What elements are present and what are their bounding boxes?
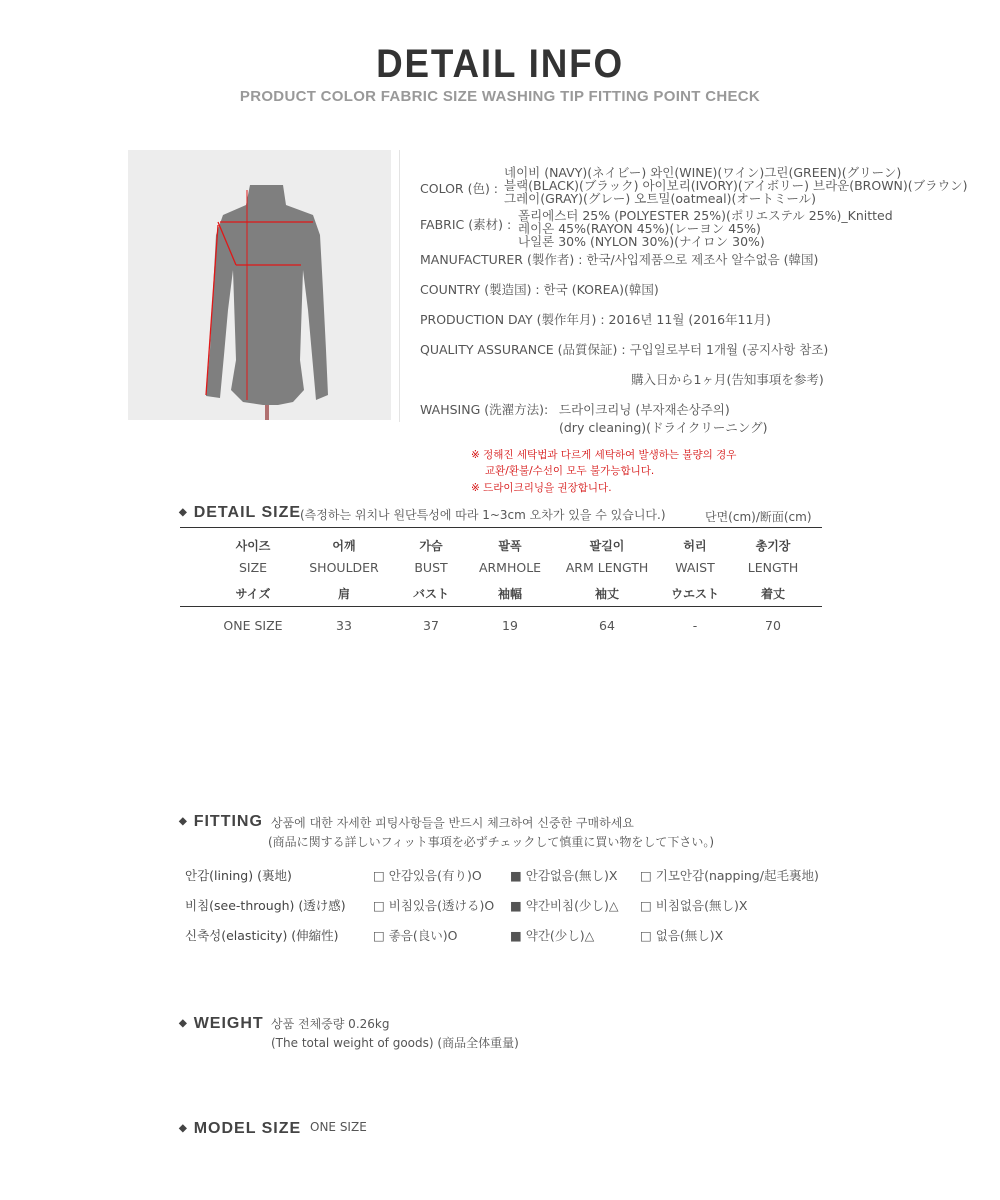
col-ko: 팔길이 <box>589 539 625 553</box>
washing-label: WAHSING (洗濯方法): <box>420 402 549 417</box>
diamond-bullet-icon: ◆ <box>179 507 188 518</box>
fitting-option: □ 비침있음(透ける)O <box>373 898 495 913</box>
col-value: ONE SIZE <box>223 618 283 633</box>
col-jp: バスト <box>412 587 449 601</box>
garment-illustration <box>128 150 391 420</box>
col-jp: 肩 <box>337 587 350 601</box>
page-subtitle: PRODUCT COLOR FABRIC SIZE WASHING TIP FITTING POINT CHECK <box>239 88 761 105</box>
weight-desc: (The total weight of goods) (商品全体重量) <box>271 1036 519 1050</box>
col-jp: サイズ <box>235 587 271 601</box>
fabric-line-1: 폴리에스터 25% (POLYESTER 25%)(ポリエステル 25%)_Knitted <box>518 208 893 223</box>
fitting-option: □ 기모안감(napping/起毛裏地) <box>640 868 819 883</box>
col-value: 33 <box>336 618 352 633</box>
fitting-option: □ 좋음(良い)O <box>373 928 458 943</box>
color-line-1: 네이비 (NAVY)(ネイビー) 와인(WINE)(ワイン)그린(GREEN)(グリーン) <box>504 165 902 180</box>
vertical-divider <box>399 150 400 422</box>
detail-size-heading: ◆ DETAIL SIZE <box>179 504 302 521</box>
washing-notice-3: ※ 드라이크리닝을 권장합니다. <box>471 482 612 494</box>
col-en: BUST <box>414 560 448 575</box>
fitting-row-label: 안감(lining) (裏地) <box>185 868 292 883</box>
unit-label: 단면(cm)/断面(cm) <box>705 510 812 524</box>
fabric-line-2: 레이온 45%(RAYON 45%)(レーヨン 45%) <box>518 221 761 236</box>
washing-notice-1: ※ 정해진 세탁법과 다르게 세탁하여 발생하는 불량의 경우 <box>471 449 737 461</box>
fitting-option: □ 비침없음(無し)X <box>640 898 748 913</box>
col-en: SIZE <box>238 560 268 575</box>
fitting-option: □ 안감있음(有り)O <box>373 868 482 883</box>
color-line-2: 블랙(BLACK)(ブラック) 아이보리(IVORY)(アイボリー) 브라운(BROWN)(ブラウン) <box>504 178 968 193</box>
table-top-rule <box>180 527 822 528</box>
col-jp: 袖丈 <box>594 587 619 601</box>
col-en: ARMHOLE <box>478 560 542 575</box>
fabric-label: FABRIC (素材) : <box>420 217 512 232</box>
col-en: ARM LENGTH <box>565 560 649 575</box>
fitting-desc-ko: 상품에 대한 자세한 피팅사항들을 반드시 체크하여 신중한 구매하세요 <box>271 816 634 830</box>
col-ko: 팔폭 <box>498 539 522 553</box>
color-label: COLOR (色) : <box>420 181 499 196</box>
quality-assurance: QUALITY ASSURANCE (品質保証) : 구입일로부터 1개월 (공지사항 참조) <box>420 342 829 357</box>
fitting-option-selected: ■ 안감없음(無し)X <box>510 868 618 883</box>
fitting-row-label: 비침(see-through) (透け感) <box>185 898 346 913</box>
model-size-value: ONE SIZE <box>310 1120 367 1134</box>
table-header-rule <box>180 606 822 607</box>
fitting-option-selected: ■ 약간(少し)△ <box>510 928 595 943</box>
country: COUNTRY (製造国) : 한국 (KOREA)(韓国) <box>420 282 659 297</box>
col-jp: ウエスト <box>670 587 719 601</box>
production-day: PRODUCTION DAY (製作年月) : 2016년 11월 (2016年11月) <box>420 312 771 327</box>
diamond-bullet-icon: ◆ <box>179 816 188 827</box>
fitting-option: □ 없음(無し)X <box>640 928 724 943</box>
col-en: SHOULDER <box>309 560 379 575</box>
col-ko: 사이즈 <box>235 539 271 553</box>
washing-notice-2: 교환/환불/수선이 모두 불가능합니다. <box>485 465 655 477</box>
washing-line-1: 드라이크리닝 (부자재손상주의) <box>559 402 730 417</box>
col-value: 70 <box>765 618 781 633</box>
col-ko: 총기장 <box>755 539 791 553</box>
fitting-row-label: 신축성(elasticity) (伸縮性) <box>185 928 339 943</box>
col-value: 64 <box>599 618 615 633</box>
col-value: 19 <box>502 618 518 633</box>
col-en: LENGTH <box>747 560 799 575</box>
diamond-bullet-icon: ◆ <box>179 1123 188 1134</box>
col-ko: 허리 <box>683 539 707 553</box>
fabric-line-3: 나일론 30% (NYLON 30%)(ナイロン 30%) <box>518 234 765 249</box>
col-jp: 袖幅 <box>497 587 522 601</box>
model-size-heading: ◆ MODEL SIZE <box>179 1120 302 1137</box>
fitting-heading: ◆ FITTING <box>179 813 263 830</box>
color-line-3: 그레이(GRAY)(グレー) 오트밀(oatmeal)(オートミール) <box>504 191 816 206</box>
page-title: DETAIL INFO <box>376 42 624 86</box>
diamond-bullet-icon: ◆ <box>179 1018 188 1029</box>
col-jp: 着丈 <box>760 587 785 601</box>
weight-heading: ◆ WEIGHT <box>179 1015 264 1032</box>
col-en: WAIST <box>675 560 715 575</box>
fitting-desc-jp: (商品に関する詳しいフィット事項を必ずチェックして慎重に買い物をして下さい。) <box>268 835 715 849</box>
quality-assurance-jp: 購入日から1ヶ月(告知事項を参考) <box>631 372 824 387</box>
manufacturer: MANUFACTURER (製作者) : 한국/사입제품으로 제조사 알수없음 (韓国) <box>420 252 819 267</box>
washing-line-2: (dry cleaning)(ドライクリーニング) <box>559 420 768 435</box>
detail-size-note: (측정하는 위치나 원단특성에 따라 1~3cm 오차가 있을 수 있습니다.) <box>300 508 666 522</box>
col-ko: 가슴 <box>419 539 443 553</box>
weight-value: 상품 전체중량 0.26kg <box>271 1017 390 1031</box>
col-value: 37 <box>423 618 439 633</box>
col-value: - <box>692 618 698 633</box>
col-ko: 어깨 <box>332 539 356 553</box>
product-photo <box>128 150 391 420</box>
fitting-option-selected: ■ 약간비침(少し)△ <box>510 898 619 913</box>
